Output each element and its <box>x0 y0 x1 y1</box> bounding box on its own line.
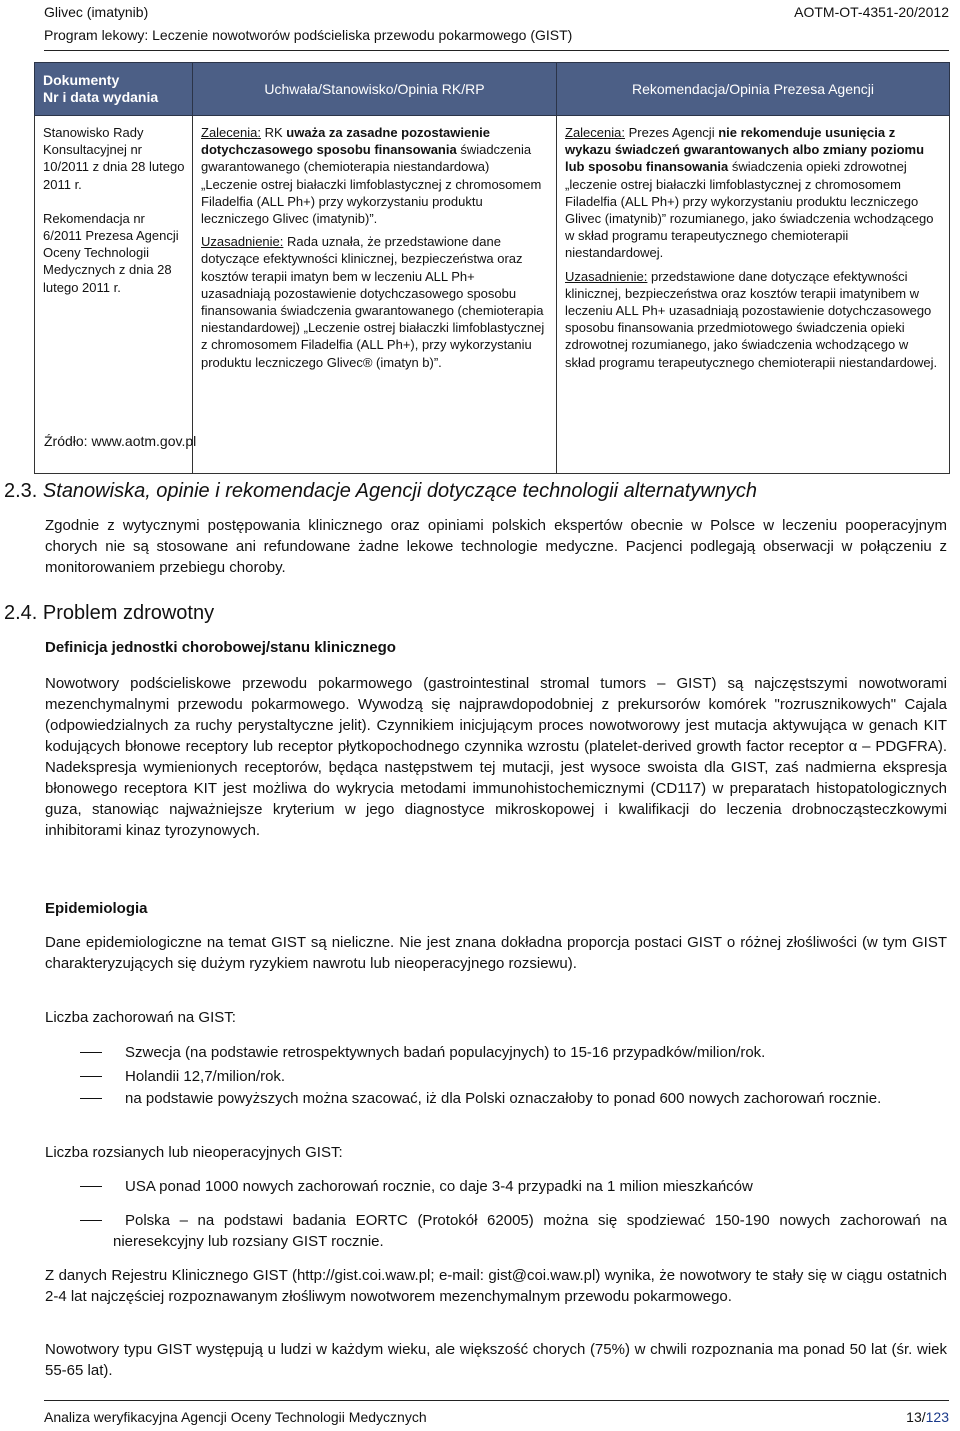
section-heading-2-4: 2.4. Problem zdrowotny <box>4 602 215 624</box>
list-item: Holandii 12,7/milion/rok. <box>45 1066 947 1087</box>
metastatic-list-title: Liczba rozsianych lub nieoperacyjnych GIST: <box>45 1144 343 1161</box>
justification-label: Uzasadnienie: <box>565 268 648 284</box>
list-item: USA ponad 1000 nowych zachorowań rocznie, co daje 3-4 przypadki na 1 milion mieszkańców <box>45 1176 947 1197</box>
president-recommendation-cell: Zalecenia: Prezes Agencji nie rekomenduje usunięcia z wykazu świadczeń gwarantowanych albo zmiany poziomu lub sposobu finansowania świadczenia opieki zdrowotnej „leczenie ostrej białaczki limfoblastycznej z chromosomem Filadelfia (ALL Ph+) przy wykorzystaniu produktu leczniczego Glivec (imatynib)” rozumianego, jako świadczenia wchodzącego w skład programu terapeutycznego chemioterapii niestandardowej. Uzasadnienie: przedstawione dane dotyczące efektywności klinicznej, bezpieczeństwa oraz kosztów terapii imatynibem w leczeniu ALL Ph+ uzasadniają pozostawienie dotychczasowego sposobu finansowania przedmiotowego świadczenia opieki zdrowotnej rozumianego, jako świadczenia wchodzącego w skład programu terapeutycznego chemioterapii niestandardowej. <box>557 116 950 474</box>
recommendation-label: Zalecenia: <box>565 125 625 140</box>
footer-title: Analiza weryfikacyjna Agencji Oceny Technologii Medycznych <box>44 1409 427 1425</box>
recommendations-table <box>34 62 950 474</box>
drug-name: Glivec (imatynib) <box>44 4 149 20</box>
recommendation-label: Zalecenia: <box>201 125 261 140</box>
list-item: Szwecja (na podstawie retrospektywnych badań populacyjnych) to 15-16 przypadków/milion/rok. <box>45 1042 947 1063</box>
document-entry: Rekomendacja nr 6/2011 Prezesa Agencji Oceny Technologii Medycznych z dnia 28 lutego 2011 r. <box>43 210 179 295</box>
table-header-row <box>35 63 950 116</box>
source-note: Źródło: www.aotm.gov.pl <box>44 433 197 449</box>
table-row <box>35 116 950 474</box>
section-2-3-paragraph: Zgodnie z wytycznymi postępowania klinicznego oraz opiniami polskich ekspertów obecnie w Polsce w leczeniu pooperacyjnym chorych nie są stosowane ani refundowane żadne lekowe technologie medyczne. Pacjenci podlegają obserwacji w połączeniu z monitorowaniem przebiegu choroby. <box>45 517 947 576</box>
age-paragraph: Nowotwory typu GIST występują u ludzi w każdym wieku, ale większość chorych (75%) w chwili rozpoznania ma ponad 50 lat (śr. wiek 55-65 lat). <box>45 1341 947 1379</box>
subheading-epidemiology: Epidemiologia <box>45 900 148 917</box>
list-item: na podstawie powyższych można szacować, iż dla Polski oznaczałoby to ponad 600 nowych zachorowań rocznie. <box>45 1088 947 1109</box>
page-header <box>44 0 949 51</box>
document-code: AOTM-OT-4351-20/2012 <box>794 4 949 20</box>
column-header-documents: Dokumenty Nr i data wydania <box>35 63 193 116</box>
page-number: 13/123 <box>906 1409 949 1425</box>
column-header-recommendation: Rekomendacja/Opinia Prezesa Agencji <box>557 63 950 116</box>
documents-cell <box>35 116 193 474</box>
justification-label: Uzasadnienie: <box>201 234 284 250</box>
column-header-resolution: Uchwała/Stanowisko/Opinia RK/RP <box>193 63 557 116</box>
list-item: Polska – na podstawi badania EORTC (Protokół 62005) można się spodziewać 150-190 nowych zachorowań na nieresekcyjny lub rozsiany GIST rocznie. <box>45 1210 947 1252</box>
document-entry: Stanowisko Rady Konsultacyjnej nr 10/2011 z dnia 28 lutego 2011 r. <box>43 125 185 192</box>
program-title: Program lekowy: Leczenie nowotworów podścieliska przewodu pokarmowego (GIST) <box>44 27 573 43</box>
section-heading-2-3: 2.3. Stanowiska, opinie i rekomendacje Agencji dotyczące technologii alternatywnych <box>4 480 758 502</box>
subheading-definition: Definicja jednostki chorobowej/stanu klinicznego <box>45 639 396 656</box>
page-footer <box>44 1400 949 1431</box>
epidemiology-paragraph: Dane epidemiologiczne na temat GIST są nieliczne. Nie jest znana dokładna proporcja postaci GIST o różnej złośliwości (w tym GIST charakteryzujących się dużym ryzykiem nawrotu lub nieoperacyjnego rozsiewu). <box>45 934 947 972</box>
definition-paragraph: Nowotwory podścieliskowe przewodu pokarmowego (gastrointestinal stromal tumors – GIST) są najczęstszymi nowotworami mezenchymalnymi przewodu pokarmowego. Wywodzą się najprawdopodobniej z prekursorów komórek "rozrusznikowych" Cajala (odpowiedzialnych za ruchy perystaltyczne jelit). Czynnikiem inicjującym proces nowotworowy jest mutacja aktywująca w genach KIT kodujących błonowe receptory lub receptor płytkopochodnego czynnika wzrostu (platelet-derived growth factor receptor α – PDGFRA). Nadekspresja wymienionych receptorów, będąca następstwem tej mutacji, jest wysoce swoista dla GIST, zaś nadmierna ekspresja błonowego receptora KIT jest możliwa do wykrycia metodami immunohistochemicznymi (CD117) w preparatach histopatologicznych guza, stanowiąc najważniejsze kryterium w jego diagnostyce mikroskopowej i kwalifikacji do leczenia drobnocząsteczkowymi inhibitorami kinaz tyrozynowych. <box>45 675 947 839</box>
council-opinion-cell: Zalecenia: RK uważa za zasadne pozostawienie dotychczasowego sposobu finansowania świadczenia gwarantowanego (chemioterapia niestandardowa) „Leczenie ostrej białaczki limfoblastycznej z chromosomem Filadelfia (ALL Ph+) przy wykorzystaniu produktu leczniczego Glivec (imatynib)”. Uzasadnienie: Rada uznała, że przedstawione dane dotyczące efektywności klinicznej, bezpieczeństwa oraz kosztów terapii imatyn bem w leczeniu ALL Ph+ uzasadniają pozostawienie dotychczasowego sposobu finansowania świadczenia gwarantowanego (chemioterapia niestandardowej) „Leczenie ostrej białaczki limfoblastycznej z chromosomem Filadelfia (ALL Ph+), przy wykorzystaniu produktu leczniczego Glivec® (imatyn b)”. <box>193 116 557 474</box>
incidence-list-title: Liczba zachorowań na GIST: <box>45 1009 236 1026</box>
registry-paragraph: Z danych Rejestru Klinicznego GIST (http://gist.coi.waw.pl; e-mail: gist@coi.waw.pl) wynika, że nowotwory te stały się w ciągu ostatnich 2-4 lat najczęściej rozpoznawanym złośliwym nowotworem mezenchymalnym przewodu pokarmowego. <box>45 1267 947 1305</box>
